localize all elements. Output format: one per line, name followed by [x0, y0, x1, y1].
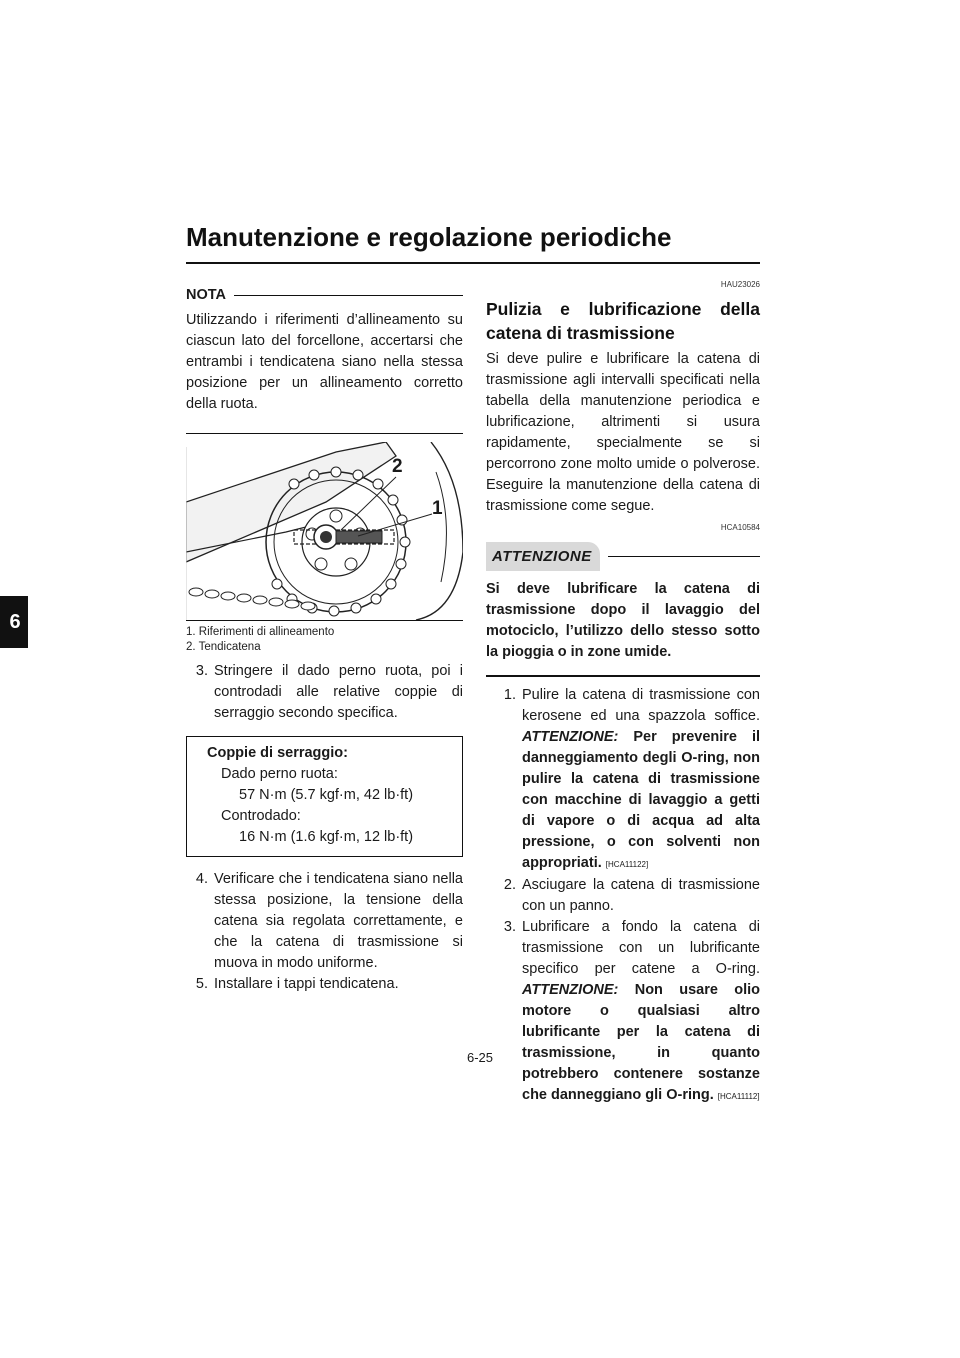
callout-1: 1	[432, 498, 443, 519]
warning-end-rule	[486, 675, 760, 677]
step-number: 4.	[195, 871, 208, 887]
warning-text: Si deve lubrificare la catena di trasmissione dopo il lavaggio del motociclo, l’utilizzo dello stesso sotto la pioggia o in zone umide.	[486, 581, 760, 660]
attention-code: [HCA11112]	[717, 1091, 760, 1101]
warning-heading	[486, 542, 760, 571]
attention-text: Per prevenire il danneggiamento degli O-ring, non pulire la catena di trasmissione con macchine di lavaggio a getti di vapore o di acqua ad alta pressione, o con solventi non appropriati.	[522, 728, 761, 871]
warning-rule	[608, 556, 760, 558]
step-number: 3.	[195, 663, 208, 679]
doc-code: HCA10584	[720, 523, 760, 532]
left-column	[186, 285, 463, 995]
step-3	[486, 917, 760, 1107]
step-2	[486, 875, 760, 917]
step-number: 5.	[195, 976, 208, 992]
attention-label: ATTENZIONE:	[522, 981, 619, 998]
rear-wheel-illustration	[186, 442, 463, 620]
torque-item1-value: 57 N·m (5.7 kgf·m, 42 lb·ft)	[239, 787, 414, 803]
attention-text: Non usare olio motore o qualsiasi altro lubrificante per la catena di trasmissione, in quanto potrebbero contenere sostanze che danneggiano gli O-ring.	[522, 981, 760, 1103]
step-number: 1.	[503, 686, 516, 703]
torque-item2-label: Controdado:	[221, 808, 301, 824]
attention-label: ATTENZIONE:	[522, 728, 619, 745]
nota-text: Utilizzando i riferimenti d’allineamento su ciascun lato del forcellone, accertarsi che entrambi i tendicatena siano nella stessa posizione per un allineamento corretto della ruota.	[186, 312, 463, 412]
figure-bottom-rule	[186, 620, 463, 621]
step-text: Verificare che i tendicatena siano nella stessa posizione, la tensione della catena sia regolata correttamente, e che la catena di trasmissione si muova in modo uniforme.	[214, 871, 463, 971]
step-text: Stringere il dado perno ruota, poi i controdadi alle relative coppie di serraggio secondo specifica.	[214, 663, 463, 721]
figure-caption-1: 1. Riferimenti di allineamento	[186, 626, 335, 638]
figure-caption-2: 2. Tendicatena	[186, 641, 261, 653]
step-text: Asciugare la catena di trasmissione con un panno.	[522, 876, 760, 914]
step-body	[522, 685, 760, 875]
step-3	[186, 661, 463, 724]
chain-adjuster-figure	[186, 442, 463, 620]
nota-rule	[234, 295, 463, 296]
section-title: Pulizia e lubrificazione della catena di trasmissione	[486, 299, 760, 343]
page-number: 6-25	[466, 1050, 494, 1065]
nota-label: NOTA	[186, 287, 227, 303]
nota-heading	[186, 285, 463, 306]
section-intro: Si deve pulire e lubrificare la catena di trasmissione agli intervalli specificati nella tabella della manutenzione periodica e lubrificazione, altrimenti si usura rapidamente, specialmente se si percorrono zone molto umide o polverose. Eseguire la manutenzione della catena di trasmissione come segue.	[486, 351, 760, 514]
step-5	[186, 974, 463, 995]
step-number: 3.	[503, 918, 516, 935]
step-number: 2.	[503, 876, 516, 893]
right-column	[486, 274, 760, 1107]
step-body	[522, 917, 760, 1107]
title-rule	[186, 262, 760, 264]
chapter-number: 6	[9, 611, 21, 633]
page-title: Manutenzione e regolazione periodiche	[186, 222, 672, 252]
torque-title: Coppie di serraggio:	[207, 745, 348, 761]
nota-end-rule	[186, 433, 463, 434]
step-text: Lubrificare a fondo la catena di trasmissione con un lubrificante specifico per catene a O-ring.	[522, 918, 760, 977]
warning-label: ATTENZIONE	[486, 542, 600, 571]
torque-spec-box	[186, 736, 463, 857]
callout-2: 2	[392, 456, 403, 477]
doc-code: HAU23026	[720, 280, 760, 289]
step-4	[186, 869, 463, 974]
attention-code: [HCA11122]	[605, 859, 649, 869]
step-text: Pulire la catena di trasmissione con kerosene ed una spazzola soffice.	[522, 686, 760, 724]
torque-item2-value: 16 N·m (1.6 kgf·m, 12 lb·ft)	[239, 829, 414, 845]
step-1	[486, 685, 760, 875]
step-text: Installare i tappi tendicatena.	[214, 976, 399, 992]
torque-item1-label: Dado perno ruota:	[221, 766, 338, 782]
